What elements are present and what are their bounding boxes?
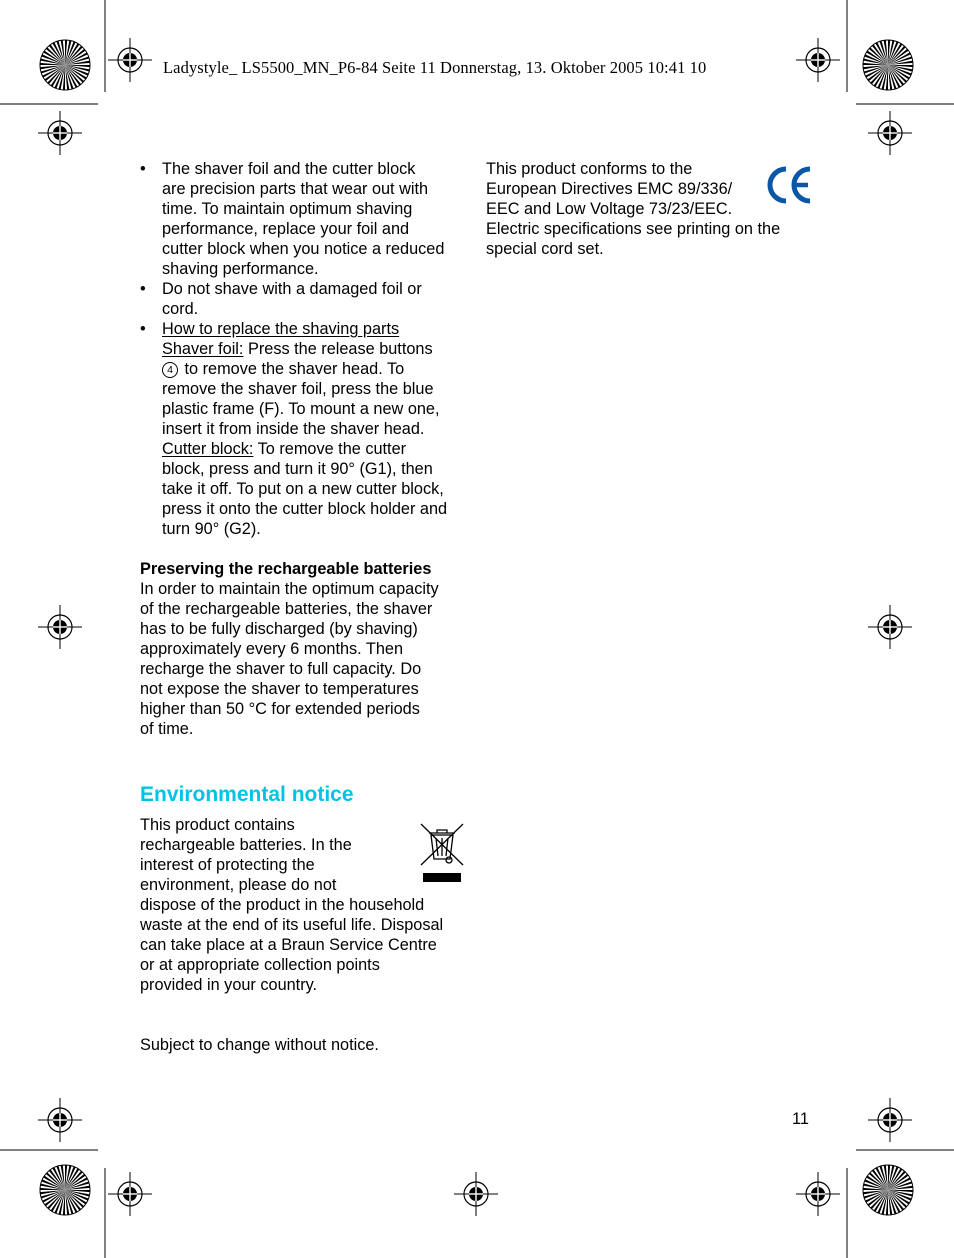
text-line: can take place at a Braun Service Centre [140,936,437,954]
text-line: of the rechargeable batteries, the shaver [140,600,433,618]
spacer [140,995,470,1035]
registration-mark-icon [108,38,152,82]
registration-mark-icon [38,605,82,649]
text-line: special cord set. [486,240,604,258]
text-line: In order to maintain the optimum capacity [140,580,439,598]
registration-mark-icon [796,1172,840,1216]
text-line: provided in your country. [140,976,318,994]
text-line: environment, please do not [140,876,337,894]
list-item [140,279,470,319]
text-line: remove the shaver foil, press the blue [162,380,434,398]
registration-mark-icon [868,1098,912,1142]
bullet-list [140,159,470,539]
text-line: rechargeable batteries. In the [140,836,352,854]
change-notice: Subject to change without notice. [140,1036,379,1054]
batteries-section [140,559,470,739]
text-line: take it off. To put on a new cutter block, [162,480,444,498]
text-line [162,439,470,459]
environment-section [140,783,470,995]
text-line: interest of protecting the [140,856,315,874]
text-line: Electric specifications see printing on the [486,220,781,238]
print-slug-header: Ladystyle_ LS5500_MN_P6-84 Seite 11 Donnerstag, 13. Oktober 2005 10:41 10 [163,58,707,77]
text-line: waste at the end of its useful life. Disposal [140,916,444,934]
text-line: higher than 50 °C for extended periods [140,700,420,718]
text-line: not expose the shaver to temperatures [140,680,419,698]
registration-mark-icon [868,111,912,155]
right-column [486,159,816,259]
text-line: shaving performance. [162,260,319,278]
text-fragment: Press the release buttons [243,340,433,358]
text-fragment: to remove the shaver head. To [180,360,405,378]
text-line: are precision parts that wear out with [162,180,429,198]
text-line: This product conforms to the [486,160,693,178]
registration-mark-icon [868,605,912,649]
cutter-block-label: Cutter block: [162,440,254,458]
list-item [140,319,470,539]
text-line: or at appropriate collection points [140,956,380,974]
text-line: This product contains [140,816,295,834]
star-target-icon [40,40,90,90]
text-line: performance, replace your foil and [162,220,410,238]
registration-mark-icon [38,1098,82,1142]
text-line: cutter block when you notice a reduced [162,240,445,258]
text-line: press it onto the cutter block holder and [162,500,448,518]
registration-mark-icon [108,1172,152,1216]
release-button-number: 4 [162,362,178,378]
text-line: time. To maintain optimum shaving [162,200,413,218]
text-line: turn 90° (G2). [162,520,261,538]
replace-parts-subheading: • How to replace the shaving parts [162,320,400,338]
text-line: approximately every 6 months. Then [140,640,404,658]
left-column [140,159,470,1055]
spacer [140,539,470,559]
registration-mark-icon [38,111,82,155]
star-target-icon [863,1165,913,1215]
star-target-icon [863,40,913,90]
registration-mark-icon [796,38,840,82]
text-line: insert it from inside the shaver head. [162,420,425,438]
text-line: block, press and turn it 90° (G1), then [162,460,433,478]
text-line: • The shaver foil and the cutter block [162,160,416,178]
page-number: 11 [792,1110,809,1128]
text-line [162,339,470,359]
text-line [162,359,470,379]
registration-mark-icon [454,1172,498,1216]
shaver-foil-label: Shaver foil: [162,340,244,358]
text-line: of time. [140,720,194,738]
list-item [140,159,470,279]
text-fragment: To remove the cutter [253,440,407,458]
text-line: EEC and Low Voltage 73/23/EEC. [486,200,733,218]
spacer [140,807,470,815]
text-line: cord. [162,300,199,318]
text-line: recharge the shaver to full capacity. Do [140,660,422,678]
spacer [140,739,470,783]
environment-heading: Environmental notice [140,783,354,806]
text-line: has to be fully discharged (by shaving) [140,620,418,638]
star-target-icon [40,1165,90,1215]
batteries-heading: Preserving the rechargeable batteries [140,560,432,578]
text-line: dispose of the product in the household [140,896,425,914]
text-line: plastic frame (F). To mount a new one, [162,400,440,418]
text-line: • Do not shave with a damaged foil or [162,280,422,298]
text-line: European Directives EMC 89/336/ [486,180,733,198]
